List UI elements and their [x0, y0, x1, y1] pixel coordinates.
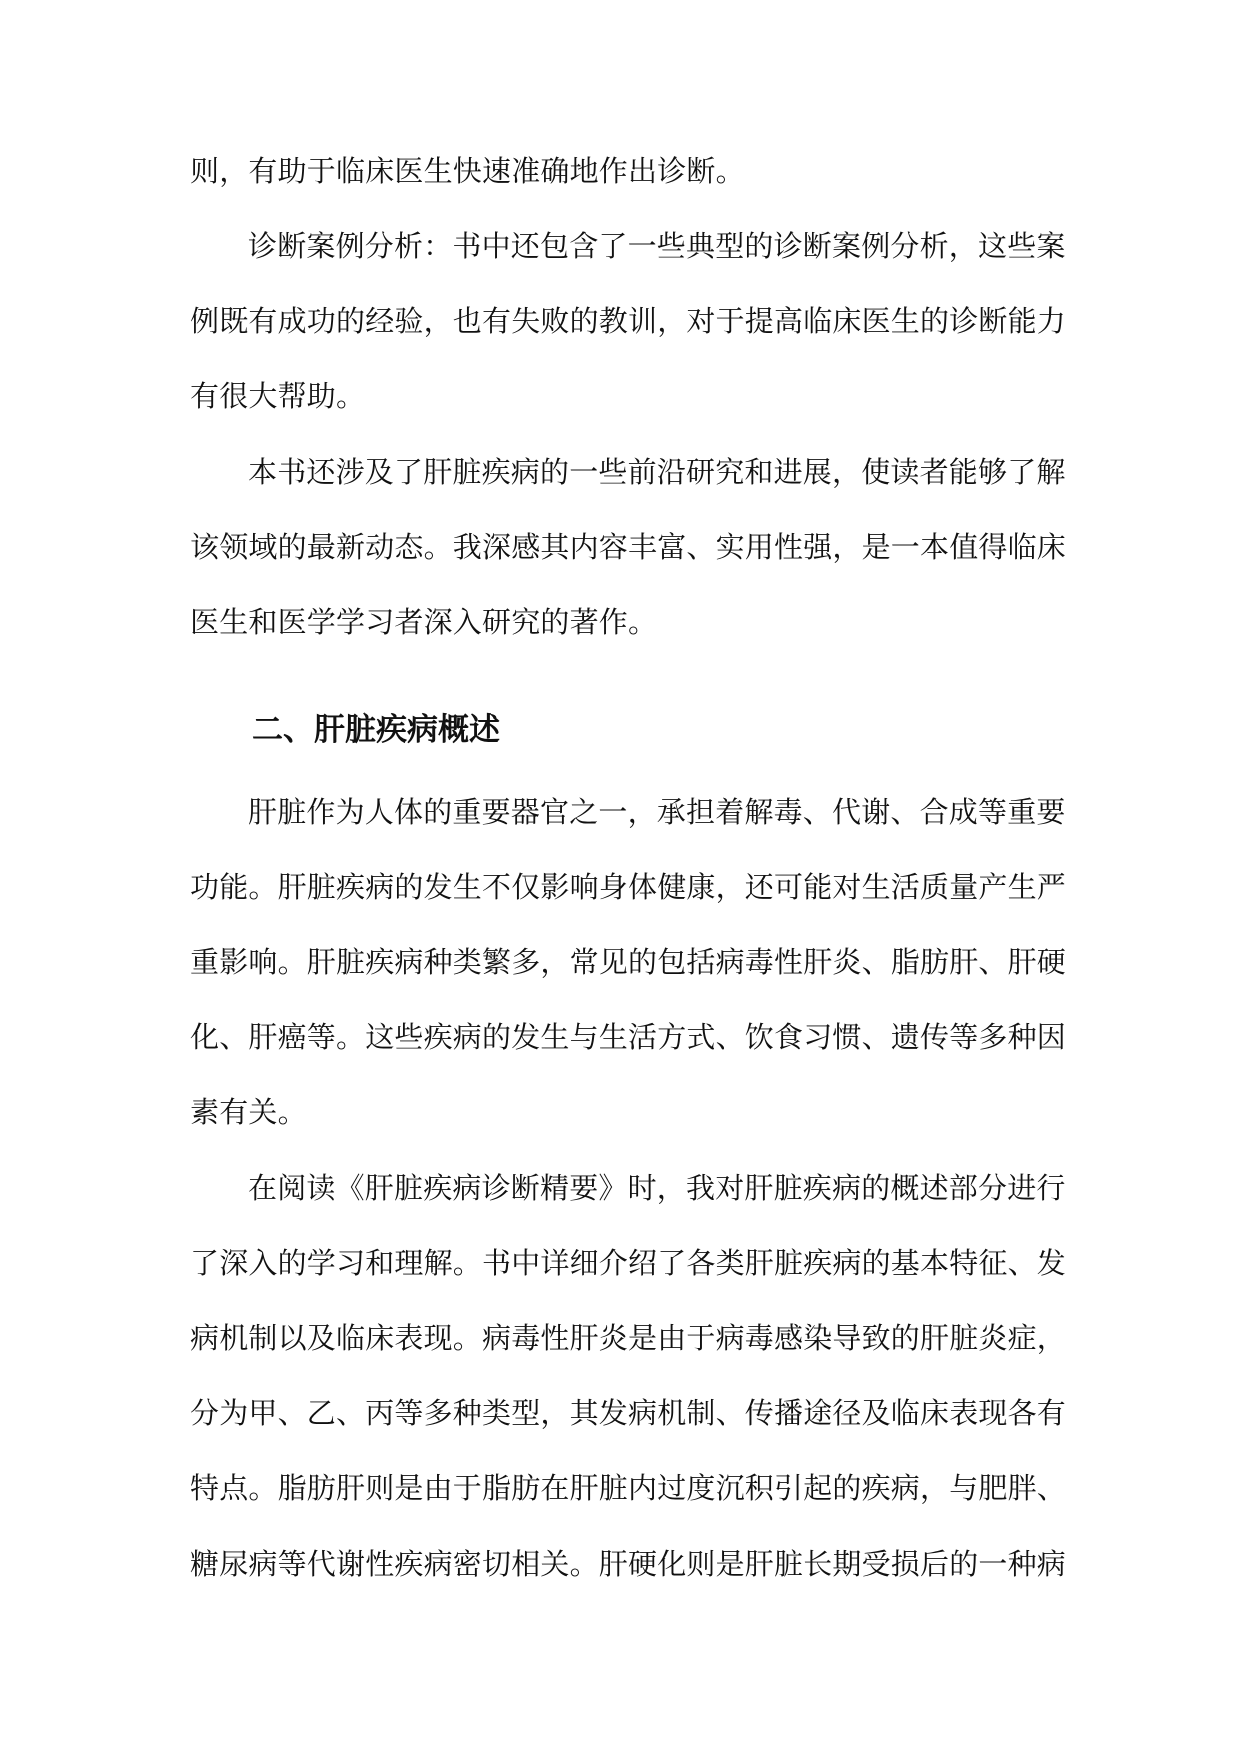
paragraph-4-line-5: 素有关。 — [190, 1095, 307, 1129]
paragraph-3-line-2: 该领域的最新动态。我深感其内容丰富、实用性强，是一本值得临床 — [190, 530, 1067, 564]
paragraph-3-line-3: 医生和医学学习者深入研究的著作。 — [190, 605, 658, 639]
paragraph-2-line-3: 有很大帮助。 — [190, 379, 366, 413]
paragraph-2-line-2: 例既有成功的经验，也有失败的教训，对于提高临床医生的诊断能力 — [190, 304, 1067, 338]
paragraph-4-line-4: 化、肝癌等。这些疾病的发生与生活方式、饮食习惯、遗传等多种因 — [190, 1020, 1067, 1054]
paragraph-3-line-1: 本书还涉及了肝脏疾病的一些前沿研究和进展，使读者能够了解 — [248, 455, 1066, 489]
paragraph-5-line-4: 分为甲、乙、丙等多种类型，其发病机制、传播途径及临床表现各有 — [190, 1396, 1067, 1430]
paragraph-5-line-5: 特点。脂肪肝则是由于脂肪在肝脏内过度沉积引起的疾病，与肥胖、 — [190, 1471, 1067, 1505]
paragraph-5-line-1: 在阅读《肝脏疾病诊断精要》时，我对肝脏疾病的概述部分进行 — [248, 1171, 1066, 1205]
paragraph-1-line-1: 则，有助于临床医生快速准确地作出诊断。 — [190, 154, 745, 188]
paragraph-2-line-1: 诊断案例分析：书中还包含了一些典型的诊断案例分析，这些案 — [248, 229, 1066, 263]
paragraph-5-line-3: 病机制以及临床表现。病毒性肝炎是由于病毒感染导致的肝脏炎症， — [190, 1321, 1067, 1355]
paragraph-5-line-6: 糖尿病等代谢性疾病密切相关。肝硬化则是肝脏长期受损后的一种病 — [190, 1547, 1067, 1581]
paragraph-4-line-3: 重影响。肝脏疾病种类繁多，常见的包括病毒性肝炎、脂肪肝、肝硬 — [190, 945, 1067, 979]
section-heading: 二、肝脏疾病概述 — [252, 712, 500, 748]
paragraph-5-line-2: 了深入的学习和理解。书中详细介绍了各类肝脏疾病的基本特征、发 — [190, 1246, 1067, 1280]
paragraph-4-line-2: 功能。肝脏疾病的发生不仅影响身体健康，还可能对生活质量产生严 — [190, 870, 1067, 904]
paragraph-4-line-1: 肝脏作为人体的重要器官之一，承担着解毒、代谢、合成等重要 — [248, 795, 1066, 829]
